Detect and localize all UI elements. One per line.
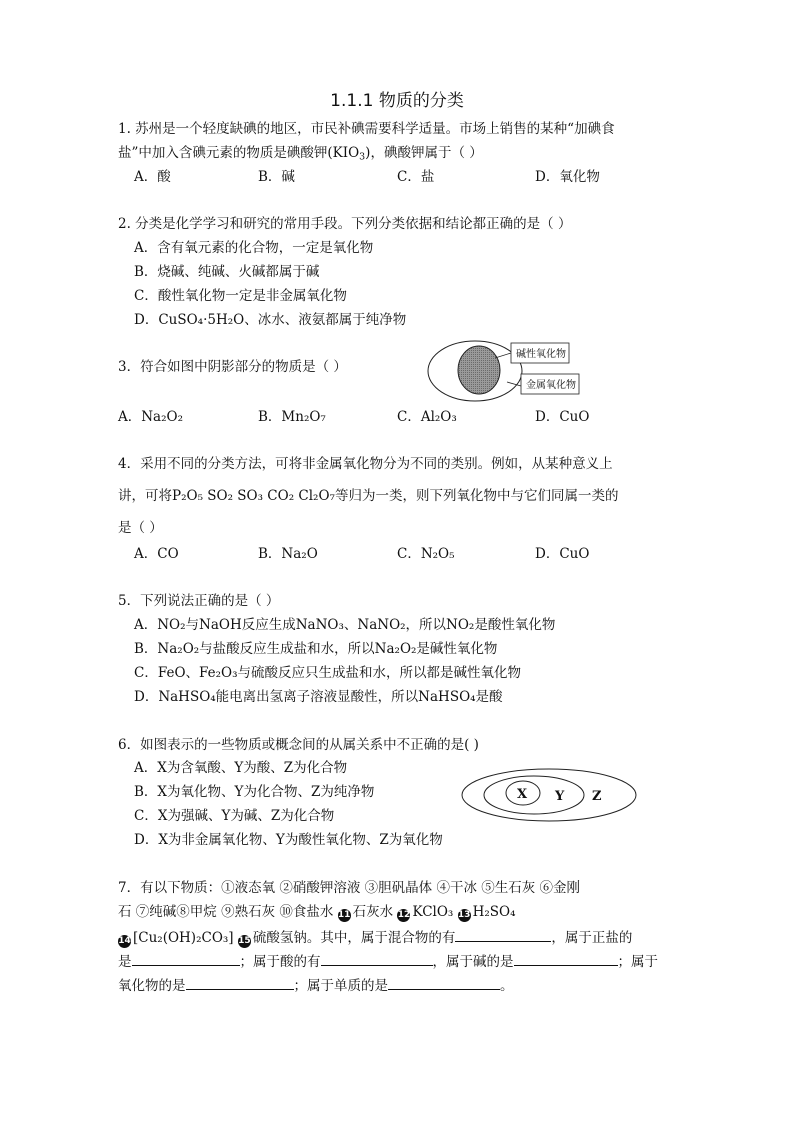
q6-option-b: B．X为氧化物、Y为化合物、Z为纯净物: [134, 784, 375, 800]
q7-item-15: 硫酸氢钠。其中，属于混合物的有: [252, 930, 456, 946]
q1-option-c: C．盐: [397, 169, 435, 185]
q4-option-d: D．CuO: [535, 546, 590, 562]
circled-15-icon: 15: [238, 936, 251, 946]
q7-oxide-prefix: ；属于: [617, 954, 658, 970]
q7-acid-text: ；属于酸的有: [239, 954, 321, 970]
q6-option-a: A．X为含氧酸、Y为酸、Z为化合物: [134, 760, 348, 776]
circled-14-icon: 14: [118, 936, 131, 946]
blank-bases[interactable]: [514, 951, 618, 966]
blank-mixtures[interactable]: [455, 927, 551, 942]
q7-line5: [118, 975, 514, 995]
q4-option-b: B．Na₂O: [258, 546, 318, 562]
blank-oxides[interactable]: [186, 975, 294, 990]
q7-item-11: 石灰水: [352, 904, 398, 920]
q5-stem: 5．下列说法正确的是（ ）: [118, 593, 280, 609]
q3-label-basic-oxide: 碱性氧化物: [516, 349, 566, 360]
q7-period: 。: [500, 978, 514, 994]
q3-option-a: A．Na₂O₂: [118, 409, 184, 425]
circled-12-icon: 12: [397, 910, 411, 920]
circled-11-icon: 11: [337, 910, 351, 920]
q1-text-a: 盐”中加入含碘元素的物质是碘酸钾(KIO: [118, 145, 360, 161]
q1-stem-line2: [118, 144, 483, 162]
q7-line3: [118, 927, 632, 948]
blank-elements[interactable]: [388, 975, 500, 990]
q7-normal-salt-text: ，属于正盐的: [551, 930, 633, 946]
q3-option-c: C．Al₂O₃: [397, 409, 457, 425]
q5-option-b: B．Na₂O₂与盐酸反应生成盐和水，所以Na₂O₂是碱性氧化物: [134, 641, 498, 657]
q6-label-y: Y: [555, 789, 565, 804]
q4-stem-line1: 4．采用不同的分类方法，可将非金属氧化物分为不同的类别。例如，从某种意义上: [118, 456, 613, 472]
q7-oxide-text: 氧化物的是: [118, 978, 186, 994]
q3-venn-diagram: [425, 338, 595, 404]
q7-line2-text: 石 ⑦纯碱⑧甲烷 ⑨熟石灰 ⑩食盐水: [118, 904, 338, 920]
q3-option-b: B．Mn₂O₇: [258, 409, 326, 425]
q3-shaded-region: [458, 346, 500, 394]
q3-label-metal-oxide: 金属氧化物: [526, 380, 576, 391]
q2-stem: 2. 分类是化学学习和研究的常用手段。下列分类依据和结论都正确的是（ ）: [118, 216, 572, 232]
q6-option-d: D．X为非金属氧化物、Y为酸性氧化物、Z为氧化物: [134, 832, 443, 848]
q6-option-c: C．X为强碱、Y为碱、Z为化合物: [134, 808, 335, 824]
q4-option-a: A．CO: [134, 546, 179, 562]
q5-option-a: A．NO₂与NaOH反应生成NaNO₃、NaNO₂，所以NO₂是酸性氧化物: [134, 617, 556, 633]
q7-item-12: KClO₃: [412, 904, 458, 920]
q2-option-a: A．含有氧元素的化合物，一定是氧化物: [134, 240, 374, 256]
q1-option-b: B．碱: [258, 169, 295, 185]
q2-option-b: B．烧碱、纯碱、火碱都属于碱: [134, 264, 320, 280]
q4-stem-line2: 讲，可将P₂O₅ SO₂ SO₃ CO₂ Cl₂O₇等归为一类，则下列氧化物中与它们同属一类的: [118, 488, 619, 504]
q4-stem-line3: 是（ ）: [118, 520, 163, 536]
q1-text-c: )，碘酸钾属于（ ）: [365, 145, 483, 161]
q1-option-d: D．氧化物: [535, 169, 600, 185]
q7-line4-prefix: 是: [118, 954, 132, 970]
q1-stem-line1: 1. 苏州是一个轻度缺碘的地区，市民补碘需要科学适量。市场上销售的某种“加碘食: [118, 121, 615, 137]
q4-option-c: C．N₂O₅: [397, 546, 455, 562]
q7-element-text: ；属于单质的是: [293, 978, 388, 994]
circled-13-icon: 13: [457, 910, 471, 920]
q3-option-d: D．CuO: [535, 409, 590, 425]
q7-line4: [118, 951, 658, 971]
q6-label-x: X: [517, 787, 528, 802]
q7-item-14: [Cu₂(OH)₂CO₃]: [133, 930, 238, 946]
q1-sub: 3: [359, 151, 366, 163]
q6-nested-ellipses: [460, 767, 640, 823]
q5-option-c: C．FeO、Fe₂O₃与硫酸反应只生成盐和水，所以都是碱性氧化物: [134, 665, 522, 681]
q2-option-c: C．酸性氧化物一定是非金属氧化物: [134, 288, 347, 304]
q5-option-d: D．NaHSO₄能电离出氢离子溶液显酸性，所以NaHSO₄是酸: [134, 689, 503, 705]
q3-stem: 3．符合如图中阴影部分的物质是（ ）: [118, 359, 347, 375]
q6-ellipse-y: [484, 776, 584, 814]
q6-stem: 6．如图表示的一些物质或概念间的从属关系中不正确的是( ): [118, 737, 479, 753]
blank-acids[interactable]: [321, 951, 433, 966]
q2-option-d: D．CuSO₄·5H₂O、冰水、液氨都属于纯净物: [134, 312, 407, 328]
q6-label-z: Z: [592, 789, 602, 804]
blank-normal-salts[interactable]: [132, 951, 240, 966]
page-title: 1.1.1 物质的分类: [330, 91, 464, 111]
q1-option-a: A．酸: [134, 169, 171, 185]
q7-line1: 7．有以下物质：①液态氧 ②硝酸钾溶液 ③胆矾晶体 ④干冰 ⑤生石灰 ⑥金刚: [118, 880, 581, 896]
q7-item-13: H₂SO₄: [472, 904, 516, 920]
q7-line2: [118, 903, 516, 922]
q7-base-text: ，属于碱的是: [432, 954, 514, 970]
